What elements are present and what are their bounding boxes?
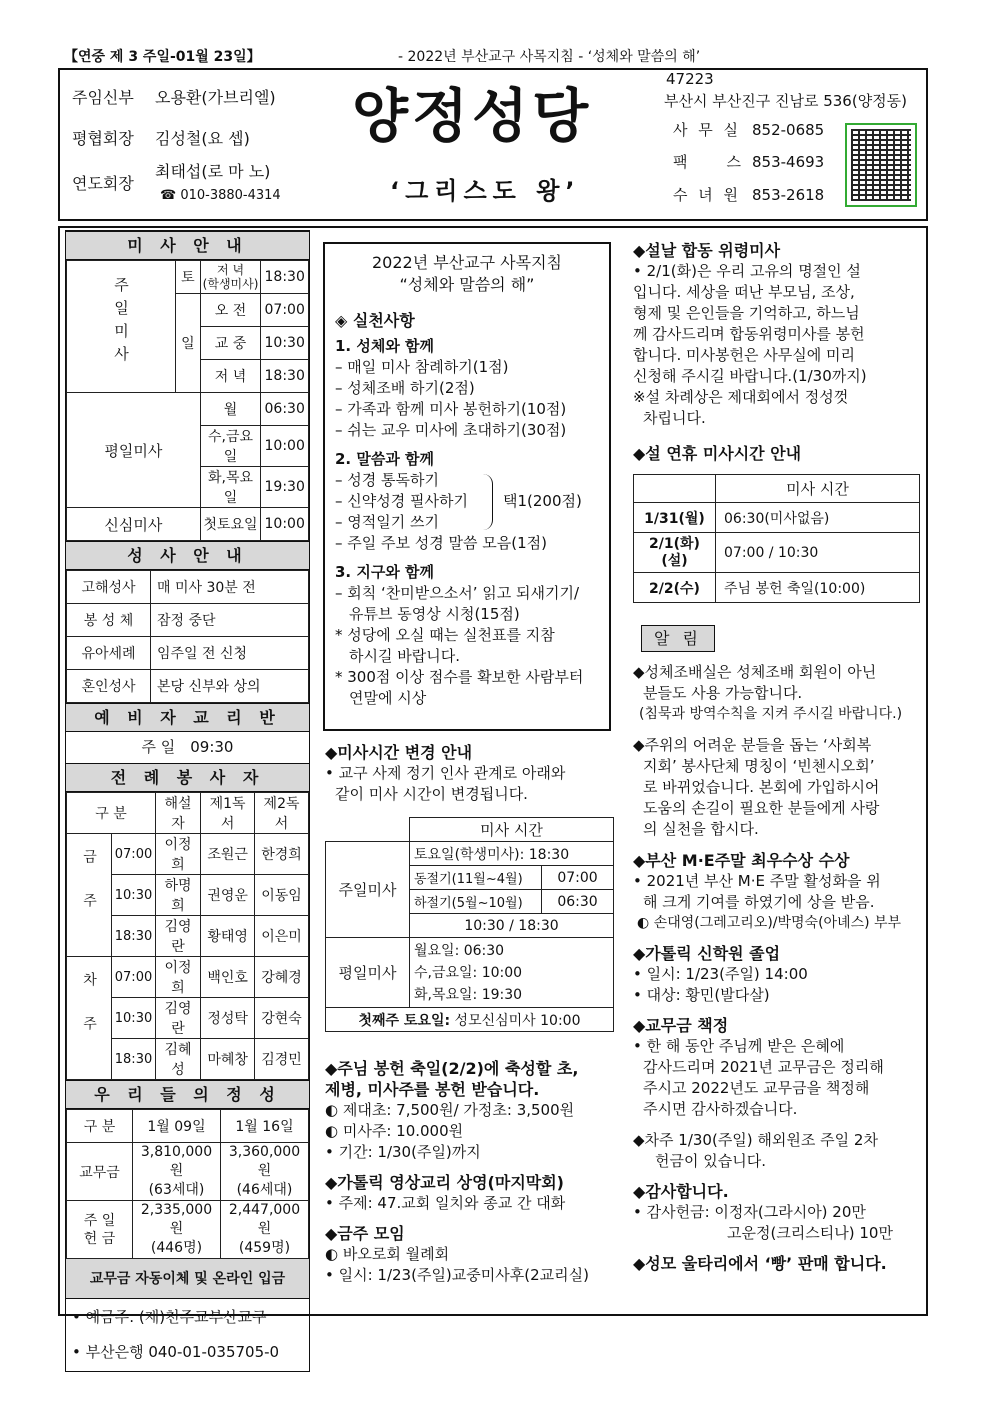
guide-s2: 2. 말씀과 함께 (335, 450, 435, 468)
notice-line: 지회’ 봉사단체 명칭이 ‘빈첸시오회’ (643, 757, 875, 775)
guide-item: – 성경 통독하기 (335, 471, 439, 489)
fax-phone: 853-4693 (752, 153, 825, 171)
holiday-table (633, 474, 920, 603)
memorial-line: 합니다. 미사봉헌은 사무실에 미리 (633, 346, 855, 364)
server-name: 김경민 (255, 1039, 309, 1080)
guide-item: – 영적일기 쓰기 (335, 513, 439, 531)
server-time: 07:00 (112, 957, 156, 998)
officer-phone: ☎ 010-3880-4314 (160, 188, 281, 203)
memorial-line: ※설 차례상은 제대회에서 정성껏 (633, 388, 849, 406)
bank-holder: • 예금주: (재)천주교부산교구 (72, 1308, 267, 1326)
server-name: 이은미 (255, 916, 309, 957)
server-name: 이정희 (156, 834, 201, 875)
sacr-key: 혼인성사 (67, 670, 151, 703)
feast-line: ◐ 제대초: 7,500원/ 가정초: 3,500원 (325, 1101, 575, 1119)
server-name: 정성탁 (201, 998, 255, 1039)
change-first-sat: 첫째주 토요일: 성모신심미사 10:00 (326, 1008, 614, 1032)
theme-label: - 2022년 부산교구 사목지침 - ‘성체와 말씀의 해’ (398, 49, 701, 65)
notice-line: ◆차주 1/30(주일) 해외원조 주일 2차 (633, 1131, 878, 1149)
sacr-key: 고해성사 (67, 571, 151, 604)
devotion-label: 신심미사 (67, 508, 201, 541)
memorial-line: 차립니다. (643, 409, 706, 427)
server-time: 07:00 (112, 834, 156, 875)
mass-table (66, 260, 309, 541)
choice-brace (483, 474, 493, 530)
offering-table (66, 1109, 309, 1259)
officer-role-3: 연도회장 (72, 174, 134, 193)
change-cell: 06:30 (542, 890, 614, 914)
change-cell: 동절기(11월~4월) (410, 866, 542, 890)
notice-line: ◆성체조배실은 성체조배 회원이 아닌 (633, 663, 877, 681)
change-table (325, 817, 614, 1032)
weekday-time: 19:30 (261, 467, 309, 508)
memorial-section (633, 240, 921, 1274)
weekday-mass-label: 평일미사 (67, 393, 201, 508)
guide-s1: 1. 성체와 함께 (335, 337, 435, 355)
holiday-date: 2/1(화) (설) (634, 533, 716, 573)
bank-title: 교무금 자동이체 및 온라인 입금 (66, 1259, 309, 1299)
notice-line: • 대상: 황민(발다살) (633, 986, 770, 1004)
server-name: 한경희 (255, 834, 309, 875)
guide-item: * 300점 이상 점수를 확보한 사람부터 (335, 668, 584, 686)
sacr-key: 유아세례 (67, 637, 151, 670)
convent-label: 수 녀 원 (673, 186, 742, 204)
sacrament-table (66, 570, 309, 703)
server-time: 18:30 (112, 1039, 156, 1080)
sunday-mass-label: 주일미사 (67, 261, 176, 393)
notice-title: ◆감사합니다. (633, 1182, 729, 1201)
sat-label: 토 (176, 261, 201, 294)
server-name: 황태영 (201, 916, 255, 957)
notice-line: 주시면 감사하겠습니다. (643, 1100, 798, 1118)
notice-title: ◆성모 울타리에서 ‘빵’ 판매 합니다. (633, 1254, 887, 1273)
server-time: 10:30 (112, 998, 156, 1039)
server-name: 강혜경 (255, 957, 309, 998)
officer-name-1: 오용환(가브리엘) (155, 88, 276, 107)
meeting-line: • 일시: 1/23(주일)교중미사후(2교리실) (325, 1266, 589, 1284)
holiday-title: ◆설 연휴 미사시간 안내 (633, 444, 802, 463)
church-address: 부산시 부산진구 진남로 536(양정동) (664, 92, 908, 110)
notice-line: 고운정(크리스티나) 10만 (727, 1224, 893, 1242)
devotion-type: 첫토요일 (200, 508, 261, 541)
servers-table (66, 792, 309, 1080)
devotion-time: 10:00 (261, 508, 309, 541)
guide-item: – 쉬는 교우 미사에 초대하기(30점) (335, 421, 567, 439)
notice-line: • 한 해 동안 주님께 받은 은혜에 (633, 1037, 845, 1055)
notice-line: 주시고 2022년도 교무금을 책정해 (643, 1079, 870, 1097)
sacr-value: 잠정 중단 (151, 604, 309, 637)
office-label: 사 무 실 (673, 121, 742, 139)
servers-head: 제2독서 (255, 793, 309, 834)
offer-cell: 2,447,000원 (459명) (221, 1201, 309, 1259)
sun-type: 저 녁 (200, 360, 261, 393)
weekday-time: 10:00 (261, 426, 309, 467)
next-week-label: 차주 (67, 957, 112, 1080)
guide-subtitle: “성체와 말씀의 해” (399, 275, 535, 294)
server-name: 김영란 (156, 916, 201, 957)
this-week-label: 금주 (67, 834, 112, 957)
sat-type: 저 녁 (학생미사) (200, 261, 261, 294)
change-cell: 하절기(5월~10월) (410, 890, 542, 914)
catechumen-time: 주 일 09:30 (141, 738, 234, 756)
change-sun-label: 주일미사 (326, 842, 410, 938)
weekday-type: 화,목요일 (200, 467, 261, 508)
server-name: 권영운 (201, 875, 255, 916)
notice-title: ◆교무금 책정 (633, 1016, 729, 1035)
notice-line: ◐ 손대영(그레고리오)/박명숙(아녜스) 부부 (637, 915, 902, 931)
server-name: 이정희 (156, 957, 201, 998)
sun-time: 10:30 (261, 327, 309, 360)
server-name: 김영란 (156, 998, 201, 1039)
server-time: 10:30 (112, 875, 156, 916)
servers-title: 전 례 봉 사 자 (66, 763, 309, 792)
guide-item: 연말에 시상 (349, 689, 427, 707)
guide-item: – 성체조배 하기(2점) (335, 379, 475, 397)
server-name: 하명희 (156, 875, 201, 916)
guide-item: – 신약성경 필사하기 (335, 492, 468, 510)
notice-line: 의 실천을 합시다. (643, 820, 759, 838)
sun-time: 18:30 (261, 360, 309, 393)
guide-s3: 3. 지구와 함께 (335, 563, 435, 581)
holiday-head: 미사 시간 (716, 475, 920, 503)
notice-title: ◆부산 M·E주말 최우수상 수상 (633, 851, 850, 870)
offer-head: 1월 16일 (221, 1110, 309, 1143)
notice-title: ◆가톨릭 신학원 졸업 (633, 944, 781, 963)
offer-head: 구 분 (67, 1110, 133, 1143)
notice-line: (침묵과 방역수칙을 지켜 주시길 바랍니다.) (639, 706, 903, 722)
notice-line: 감사드리며 2021년 교무금은 정리해 (643, 1058, 884, 1076)
officer-role-2: 평협회장 (72, 129, 134, 148)
change-cell: 10:30 / 18:30 (410, 914, 614, 938)
change-cell: 07:00 (542, 866, 614, 890)
guide-practice: ◈ 실천사항 (335, 311, 415, 330)
feast-line: ◐ 미사주: 10.000원 (325, 1122, 464, 1140)
sacr-value: 본당 신부와 상의 (151, 670, 309, 703)
convent-phone: 853-2618 (752, 186, 825, 204)
feast-title: ◆주님 봉헌 축일(2/2)에 축성할 초, (325, 1059, 579, 1078)
notice-line: 분들도 사용 가능합니다. (643, 684, 803, 702)
notice-line: 로 바뀌었습니다. 본회에 가입하시어 (643, 778, 880, 796)
guide-item: – 주일 주보 성경 말씀 모음(1점) (335, 534, 547, 552)
sacrament-title: 성 사 안 내 (66, 541, 309, 570)
memorial-title: ◆설날 합동 위령미사 (633, 241, 781, 260)
holiday-time: 주님 봉헌 축일(10:00) (716, 573, 920, 603)
change-body: 같이 미사 시간이 변경됩니다. (335, 785, 528, 803)
sun-type: 오 전 (200, 294, 261, 327)
sacr-value: 매 미사 30분 전 (151, 571, 309, 604)
sat-time: 18:30 (261, 261, 309, 294)
officer-role-1: 주임신부 (72, 88, 134, 107)
memorial-line: 께 감사드리며 합동위령미사를 봉헌 (633, 325, 865, 343)
holiday-date: 1/31(월) (634, 503, 716, 533)
catechumen-title: 예 비 자 교 리 반 (66, 703, 309, 732)
holiday-date: 2/2(수) (634, 573, 716, 603)
guide-item: – 매일 미사 참례하기(1점) (335, 358, 509, 376)
notice-line: 도움의 손길이 필요한 분들에게 사랑 (643, 799, 880, 817)
guide-choice: 택1(200점) (503, 492, 582, 510)
notice-line: ◆주위의 어려운 분들을 돕는 ‘사회복 (633, 736, 872, 754)
officer-name-2: 김성철(요 셉) (155, 129, 250, 148)
notice-line: • 2021년 부산 M·E 주말 활성화을 위 (633, 872, 881, 890)
sun-label: 일 (176, 294, 201, 393)
guide-item: * 성당에 오실 때는 실천표를 지참 (335, 626, 555, 644)
offering-title: 우 리 들 의 정 성 (66, 1080, 309, 1109)
notice-label: 알 림 (641, 625, 715, 652)
feast-line: • 기간: 1/30(주일)까지 (325, 1143, 481, 1161)
guide-title: 2022년 부산교구 사목지침 (372, 253, 562, 272)
server-time: 18:30 (112, 916, 156, 957)
sacr-value: 임주일 전 신청 (151, 637, 309, 670)
weekday-time: 06:30 (261, 393, 309, 426)
notice-line: 해 크게 기여를 하였기에 상을 받음. (643, 893, 875, 911)
fax-label: 팩 스 (673, 153, 744, 171)
church-subtitle: ‘그리스도 왕’ (390, 177, 581, 205)
notice-line: • 감사헌금: 이정자(그라시아) 20만 (633, 1203, 866, 1221)
zip-code: 47223 (666, 70, 714, 88)
weekday-type: 수,금요일 (200, 426, 261, 467)
offer-key: 교무금 (67, 1143, 133, 1201)
church-title: 양정성당 (352, 82, 593, 150)
officer-name-3: 최태섭(로 마 노) (155, 162, 271, 181)
mass-title: 미 사 안 내 (66, 231, 309, 260)
change-cell: 토요일(학생미사): 18:30 (410, 842, 614, 866)
video-line: • 주제: 47.교회 일치와 종교 간 대화 (325, 1194, 566, 1212)
server-name: 백인호 (201, 957, 255, 998)
meeting-line: ◐ 바오로회 월례회 (325, 1245, 450, 1263)
office-phone: 852-0685 (752, 121, 825, 139)
feast-title: 제병, 미사주를 봉헌 받습니다. (325, 1080, 540, 1099)
holiday-time: 06:30(미사없음) (716, 503, 920, 533)
left-column (65, 230, 310, 1372)
server-name: 마혜창 (201, 1039, 255, 1080)
offer-cell: 3,360,000원 (46세대) (221, 1143, 309, 1201)
servers-head: 구 분 (67, 793, 156, 834)
change-head: 미사 시간 (410, 818, 614, 842)
servers-head: 해설자 (156, 793, 201, 834)
server-name: 조원근 (201, 834, 255, 875)
notice-line: • 일시: 1/23(주일) 14:00 (633, 965, 808, 983)
memorial-line: 신청해 주시길 바랍니다.(1/30까지) (633, 367, 867, 385)
memorial-line: 형제 및 은인들을 기억하고, 하느님 (633, 304, 860, 322)
offer-cell: 2,335,000원 (446명) (133, 1201, 221, 1259)
bank-account: • 부산은행 040-01-035705-0 (72, 1343, 280, 1361)
change-title: ◆미사시간 변경 안내 (325, 743, 473, 762)
memorial-line: • 2/1(화)은 우리 고유의 명절인 설 (633, 262, 861, 280)
servers-head: 제1독서 (201, 793, 255, 834)
guide-item: 유튜브 동영상 시청(15점) (349, 605, 520, 623)
memorial-line: 입니다. 세상을 떠난 부모님, 조상, (633, 283, 855, 301)
sun-time: 07:00 (261, 294, 309, 327)
change-cell: 월요일: 06:30 수,금요일: 10:00 화,목요일: 19:30 (410, 938, 614, 1008)
qr-code-icon (845, 123, 917, 207)
sun-type: 교 중 (200, 327, 261, 360)
server-name: 강현숙 (255, 998, 309, 1039)
guide-item: – 회칙 ‘찬미받으소서’ 읽고 되새기기/ (335, 584, 580, 602)
guide-box (323, 242, 611, 731)
holiday-time: 07:00 / 10:30 (716, 533, 920, 573)
weekday-type: 월 (200, 393, 261, 426)
guide-item: – 가족과 함께 미사 봉헌하기(10점) (335, 400, 567, 418)
feast-section (325, 1058, 617, 1286)
offer-key: 주 일 헌 금 (67, 1201, 133, 1259)
server-name: 김혜성 (156, 1039, 201, 1080)
notice-line: 헌금이 있습니다. (655, 1152, 766, 1170)
change-section (325, 742, 615, 1032)
offer-head: 1월 09일 (133, 1110, 221, 1143)
server-name: 이동임 (255, 875, 309, 916)
sacr-key: 봉 성 체 (67, 604, 151, 637)
offer-cell: 3,810,000원 (63세대) (133, 1143, 221, 1201)
meeting-title: ◆금주 모임 (325, 1224, 405, 1243)
guide-item: 하시길 바랍니다. (349, 647, 460, 665)
change-body: • 교구 사제 정기 인사 관계로 아래와 (325, 764, 566, 782)
video-title: ◆가톨릭 영상교리 상영(마지막회) (325, 1173, 564, 1192)
sunday-label: 【연중 제 3 주일-01월 23일】 (64, 49, 261, 65)
change-week-label: 평일미사 (326, 938, 410, 1008)
